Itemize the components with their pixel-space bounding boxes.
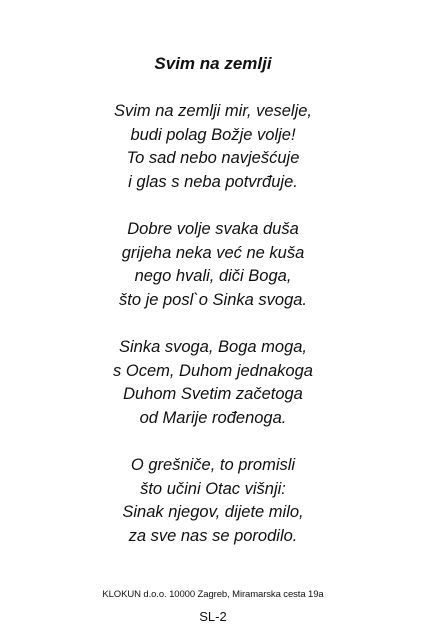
stanza-4: [0, 454, 426, 548]
verse-line: O grešniče, to promisli: [130, 456, 296, 474]
verse-line: što učini Otac višnji:: [140, 479, 286, 498]
verse-line: Sinak njegov, dijete milo,: [122, 503, 304, 521]
stanza-1: [0, 100, 426, 194]
verse-line: Dobre volje svaka duša: [127, 220, 299, 238]
song-title: Svim na zemlji: [154, 54, 272, 73]
verse-line: za sve nas se porodilo.: [128, 526, 298, 545]
catalog-code: SL-2: [199, 609, 227, 624]
verse-line: što je posl`o Sinka svoga.: [118, 290, 308, 309]
verse-line: nego hvali, diči Boga,: [134, 267, 292, 285]
stanza-2: [0, 218, 426, 312]
verse-line: s Ocem, Duhom jednakoga: [113, 361, 313, 380]
verse-line: Sinka svoga, Boga moga,: [118, 338, 308, 356]
verse-line: Duhom Svetim začetoga: [123, 385, 303, 403]
verse-line: budi polag Božje volje!: [130, 125, 296, 144]
stanza-3: [0, 336, 426, 430]
verse-line: To sad nebo navješćuje: [126, 149, 300, 167]
poem-body: [0, 100, 426, 572]
verse-line: i glas s neba potvrđuje.: [128, 172, 298, 191]
verse-line: Svim na zemlji mir, veselje,: [113, 102, 313, 120]
verse-line: od Marije rođenoga.: [139, 408, 287, 427]
verse-line: grijeha neka već ne kuša: [121, 243, 305, 262]
publisher-address: KLOKUN d.o.o. 10000 Zagreb, Miramarska cesta 19a: [102, 589, 324, 600]
